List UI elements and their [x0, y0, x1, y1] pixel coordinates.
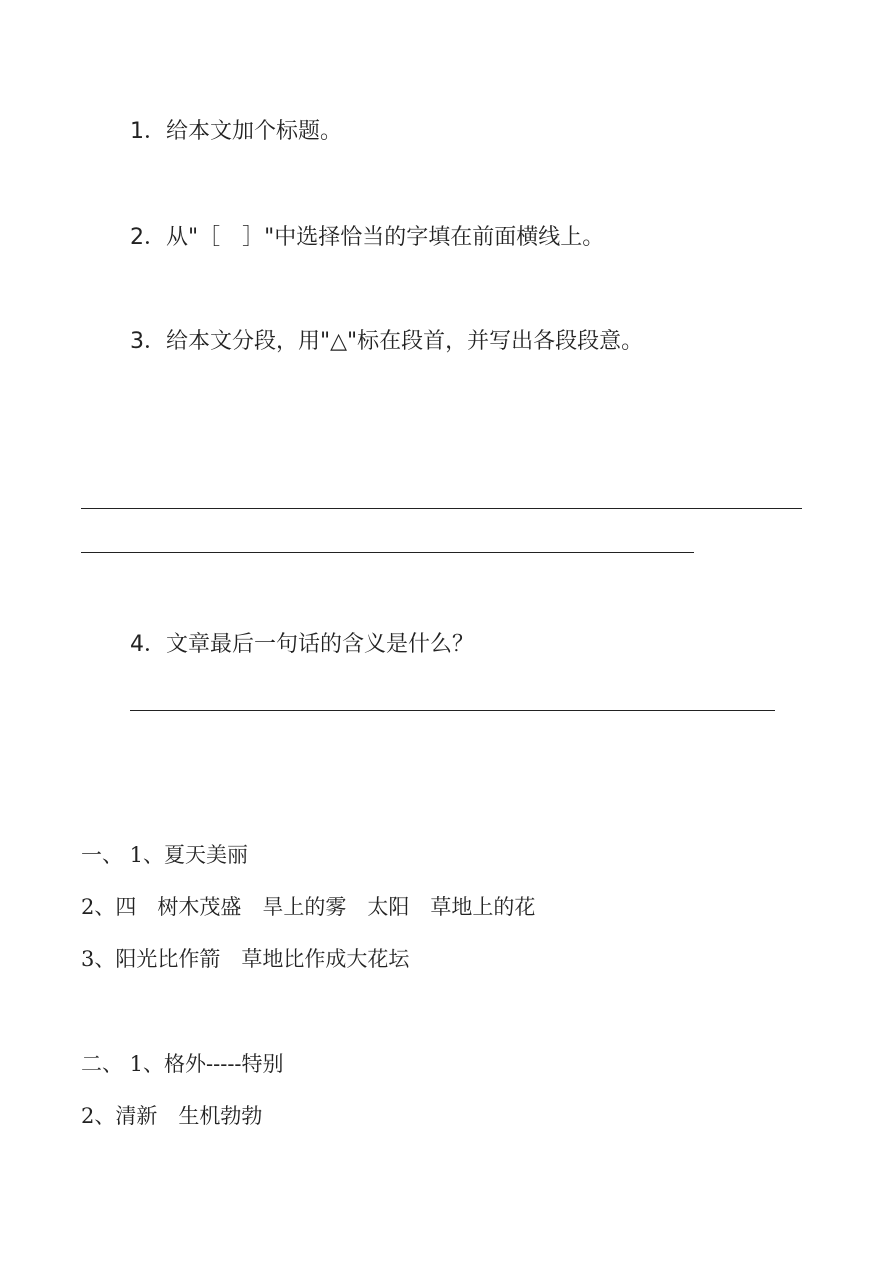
answer-section-2-line-2: 2、清新 生机勃勃	[81, 1104, 263, 1128]
answer-line-1	[81, 508, 802, 509]
answer-section-2-line-1: 二、 1、格外-----特别	[81, 1052, 284, 1076]
question-1: 1．给本文加个标题。	[130, 119, 342, 144]
answer-line-3	[130, 710, 775, 711]
question-2: 2．从"［ ］"中选择恰当的字填在前面横线上。	[130, 225, 605, 250]
answer-section-1-line-3: 3、阳光比作箭 草地比作成大花坛	[81, 947, 410, 971]
answer-line-2	[81, 552, 694, 553]
question-3: 3．给本文分段，用"△"标在段首，并写出各段段意。	[130, 329, 644, 354]
question-4: 4．文章最后一句话的含义是什么？	[130, 632, 474, 657]
answer-section-1-line-2: 2、四 树木茂盛 旱上的雾 太阳 草地上的花	[81, 895, 536, 919]
answer-section-1-line-1: 一、 1、夏天美丽	[81, 843, 249, 867]
